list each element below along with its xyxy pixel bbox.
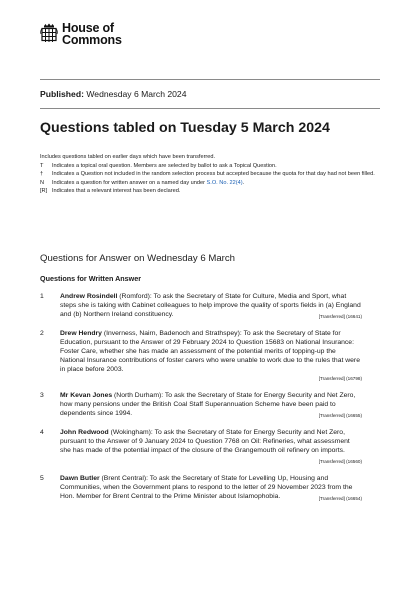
question-reference: [Transferred] (16798) (318, 376, 362, 381)
question-text: To ask the Secretary of State for Culture, Media and Sport, what steps she is taking with Cabinet colleagues to help improve the quality of sports fields in (a) England and (b) Northern Ireland constituency. (60, 293, 361, 318)
note-item (40, 162, 380, 171)
logo-line-2: Commons (62, 33, 122, 47)
constituency: (North Durham): (112, 392, 165, 399)
question-text: To ask the Secretary of State for Education, pursuant to the Answer of 29 February 2024 to Question 15683 on National Insurance: Foster Care, whether she has made an assessment of the potential merits of topping-up the National Insurance contributions of foster carers who were unable to work due to the rules that were in place before 2003. (60, 330, 360, 373)
question-number: 5 (40, 475, 44, 482)
portcullis-icon (40, 23, 58, 45)
note-symbol: N (40, 179, 45, 186)
divider-top (40, 79, 380, 80)
note-item (40, 170, 380, 179)
note-symbol: T (40, 162, 44, 169)
member-name: Mr Kevan Jones (60, 392, 113, 399)
question-body (60, 329, 362, 383)
question-body (60, 474, 362, 503)
question-reference: [Transferred] (16560) (318, 459, 362, 464)
note-text: Indicates that a relevant interest has been declared. (52, 188, 181, 195)
question-text: To ask the Secretary of State for Levelling Up, Housing and Communities, when the Government plans to respond to the letter of 29 November 2023 from the Hon. Member for Brent Central to the Prime Minister about Islamophobia. (60, 475, 353, 500)
member-name: John Redwood (60, 429, 109, 436)
header (40, 22, 380, 50)
note-item (40, 187, 380, 196)
section-heading: Questions for Written Answer (40, 274, 142, 283)
notes-block (40, 153, 380, 196)
question-text: To ask the Secretary of State for Energy Security and Net Zero, how many pensions under the British Coal Staff Superannuation Scheme have been paid to dependents since 1994. (60, 392, 356, 417)
note-text-part: Indicates a question for written answer on a named day under (52, 179, 207, 186)
notes-intro: Includes questions tabled on earlier days which have been transferred. (40, 154, 216, 160)
published-line (40, 89, 187, 99)
question-item (40, 474, 362, 503)
logo-line-1: House of (62, 21, 114, 35)
question-body (60, 292, 362, 321)
house-of-commons-logo (40, 22, 380, 46)
member-name: Dawn Butler (60, 475, 100, 482)
question-reference: [Transferred] (16641) (318, 314, 362, 319)
published-label: Published: (40, 89, 84, 99)
question-body (60, 428, 362, 466)
questions-list (40, 292, 362, 511)
published-date: Wednesday 6 March 2024 (86, 89, 187, 99)
question-number: 3 (40, 392, 44, 399)
page-title: Questions tabled on Tuesday 5 March 2024 (40, 120, 330, 136)
question-number: 4 (40, 429, 44, 436)
question-number: 2 (40, 330, 44, 337)
note-symbol: † (40, 171, 44, 178)
question-reference: [Transferred] (16654) (318, 496, 362, 501)
answer-day-heading: Questions for Answer on Wednesday 6 March (40, 253, 235, 264)
note-text: Indicates a topical oral question. Members are selected by ballot to ask a Topical Question. (52, 162, 277, 169)
question-body (60, 391, 362, 420)
divider-bottom (40, 108, 380, 109)
standing-order-link[interactable]: S.O. No. 22(4) (206, 179, 243, 186)
note-symbol: [R] (40, 188, 48, 195)
logo-text (62, 22, 122, 46)
question-item (40, 391, 362, 420)
note-item (40, 179, 380, 188)
constituency: (Brent Central): (99, 475, 150, 482)
member-name: Drew Hendry (60, 330, 102, 337)
note-text: Indicates a Question not included in the random selection process but accepted because the quota for that day had not been filled. (52, 171, 375, 178)
question-text: To ask the Secretary of State for Energy Security and Net Zero, pursuant to the Answer of 9 January 2024 to Question 7768 on Oil: Refineries, what assessment she has made of the potential impact of the closure of the Grangemouth oil refinery on imports. (60, 429, 350, 454)
constituency: (Romford): (117, 293, 154, 300)
question-reference: [Transferred] (16655) (318, 413, 362, 418)
note-text (52, 179, 244, 188)
constituency: (Wokingham): (108, 429, 155, 436)
note-text-end: . (242, 179, 245, 186)
constituency: (Inverness, Nairn, Badenoch and Strathspey): (101, 330, 244, 337)
question-item (40, 428, 362, 466)
question-number: 1 (40, 293, 44, 300)
question-item (40, 329, 362, 383)
member-name: Andrew Rosindell (60, 293, 118, 300)
question-item (40, 292, 362, 321)
